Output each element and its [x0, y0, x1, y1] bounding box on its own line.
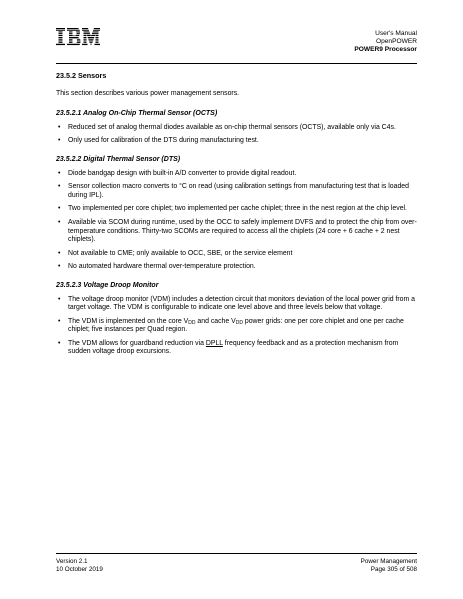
header-rule	[56, 63, 417, 64]
page-number: Page 305 of 508	[370, 566, 417, 573]
doc-date: 10 October 2019	[56, 566, 103, 573]
section-title: 23.5.2 Sensors	[56, 71, 107, 80]
doc-version: Version 2.1	[56, 558, 88, 565]
list-item: • Only used for calibration of the DTS during manufacturing test.	[58, 137, 259, 145]
list-item: • No automated hardware thermal over-temperature protection.	[58, 263, 256, 271]
vdm-heading: 23.5.2.3 Voltage Droop Monitor	[56, 281, 159, 289]
list-item: • Reduced set of analog thermal diodes available as on-chip thermal sensors (OCTS), available only via C4s.	[58, 123, 396, 131]
product-family: OpenPOWER	[375, 38, 417, 46]
document-header	[354, 30, 417, 55]
page-body	[56, 72, 417, 367]
vdm-list	[56, 296, 417, 358]
dts-list	[56, 170, 417, 272]
section-intro: This section describes various power management sensors.	[56, 89, 240, 97]
octs-heading: 23.5.2.1 Analog On-Chip Thermal Sensor (OCTS)	[56, 110, 218, 118]
list-item: • Not available to CME; only available to OCC, SBE, or the service element	[58, 249, 293, 257]
manual-type: User's Manual	[375, 30, 417, 37]
list-item: • Sensor collection macro converts to °C on read (using calibration settings from manufacturing test that is loaded during IPL).	[58, 183, 409, 199]
dpll-term: DPLL	[205, 339, 223, 347]
ibm-logo	[56, 28, 101, 46]
chapter-name: Power Management	[360, 558, 417, 565]
product-name: POWER9 Processor	[354, 46, 417, 54]
list-item: • The VDM is implemented on the core $V_{DD}$ and cache $V_{DD}$ power grids: one per core chiplet and one per cache chiplet; five instances per Quad region.	[58, 317, 404, 334]
dts-heading: 23.5.2.2 Digital Thermal Sensor (DTS)	[56, 155, 181, 163]
list-item: • Two implemented per core chiplet; two implemented per cache chiplet; three in the nest region at the chip level.	[58, 205, 407, 213]
list-item: • The voltage droop monitor (VDM) includes a detection circuit that monitors deviation of the local power grid from a target voltage. The VDM is configurable to indicate one level above and three levels below that voltage.	[58, 295, 415, 312]
list-item: • Diode bandgap design with built-in A/D converter to provide digital readout.	[58, 169, 297, 177]
list-item: • The VDM allows for guardband reduction via DPLL frequency feedback and as a protection mechanism from sudden voltage droop excursions.	[58, 339, 399, 356]
octs-list	[56, 124, 417, 146]
list-item: • Available via SCOM during runtime, used by the OCC to safely implement DVFS and to protect the chip from over-temperature conditions. Thirty-two SCOMs are required to access all the chiplets (24 core + 6 cache + 2 nest chiplets).	[58, 218, 417, 244]
footer-rule	[56, 553, 417, 554]
